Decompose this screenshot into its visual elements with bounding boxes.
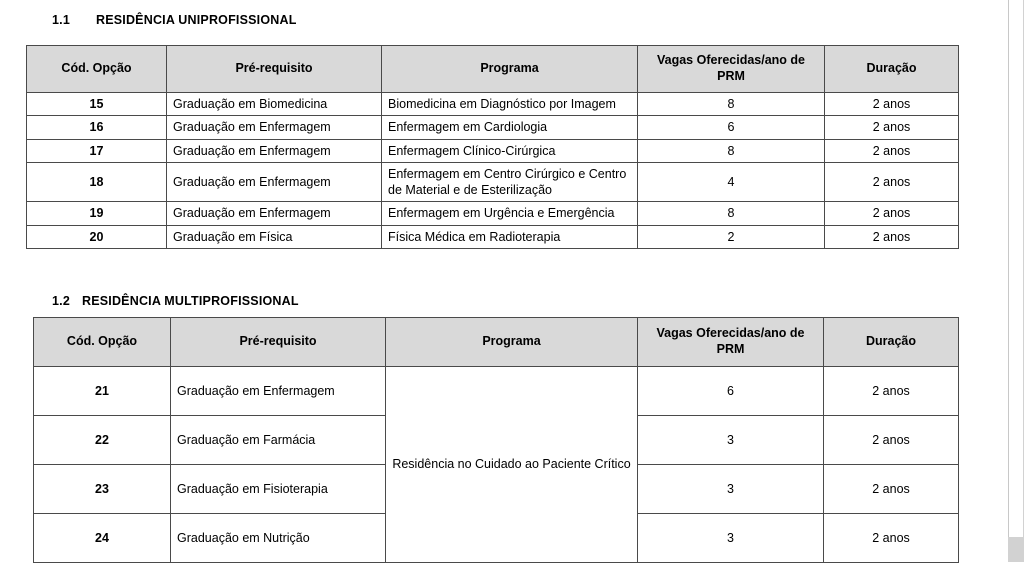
cell-duracao: 2 anos xyxy=(825,116,959,139)
cell-programa-merged: Residência no Cuidado ao Paciente Crítico xyxy=(386,367,638,563)
cell-codigo: 23 xyxy=(34,465,171,514)
cell-codigo: 21 xyxy=(34,367,171,416)
column-header-codigo: Cód. Opção xyxy=(27,46,167,93)
section-title: RESIDÊNCIA UNIPROFISSIONAL xyxy=(95,13,297,27)
section-number: 1.1 xyxy=(52,13,70,27)
cell-vagas: 6 xyxy=(638,116,825,139)
column-header-duracao: Duração xyxy=(825,46,959,93)
cell-prerequisito: Graduação em Enfermagem xyxy=(167,162,382,202)
table-row xyxy=(27,139,959,162)
cell-prerequisito: Graduação em Enfermagem xyxy=(167,202,382,225)
cell-codigo: 16 xyxy=(27,116,167,139)
column-header-duracao: Duração xyxy=(824,318,959,367)
table-residencia-multiprofissional xyxy=(33,317,959,563)
column-header-programa: Programa xyxy=(386,318,638,367)
cell-codigo: 18 xyxy=(27,162,167,202)
cell-duracao: 2 anos xyxy=(824,367,959,416)
cell-codigo: 15 xyxy=(27,93,167,116)
cell-prerequisito: Graduação em Biomedicina xyxy=(167,93,382,116)
cell-codigo: 19 xyxy=(27,202,167,225)
column-header-prerequisito: Pré-requisito xyxy=(171,318,386,367)
table-row xyxy=(27,116,959,139)
cell-prerequisito: Graduação em Fisioterapia xyxy=(171,465,386,514)
table-header-row xyxy=(27,46,959,93)
cell-codigo: 24 xyxy=(34,514,171,563)
column-header-codigo: Cód. Opção xyxy=(34,318,171,367)
cell-codigo: 20 xyxy=(27,225,167,248)
cell-vagas: 3 xyxy=(638,465,824,514)
cell-duracao: 2 anos xyxy=(825,225,959,248)
cell-vagas: 6 xyxy=(638,367,824,416)
cell-programa: Enfermagem em Cardiologia xyxy=(382,116,638,139)
cell-prerequisito: Graduação em Farmácia xyxy=(171,416,386,465)
cell-prerequisito: Graduação em Física xyxy=(167,225,382,248)
cell-programa: Biomedicina em Diagnóstico por Imagem xyxy=(382,93,638,116)
column-header-vagas: Vagas Oferecidas/ano de PRM xyxy=(638,46,825,93)
cell-vagas: 8 xyxy=(638,139,825,162)
section-heading-multiprofissional xyxy=(52,294,299,308)
cell-prerequisito: Graduação em Enfermagem xyxy=(167,139,382,162)
table-row xyxy=(27,162,959,202)
cell-vagas: 2 xyxy=(638,225,825,248)
column-header-prerequisito: Pré-requisito xyxy=(167,46,382,93)
cell-vagas: 8 xyxy=(638,93,825,116)
cell-codigo: 22 xyxy=(34,416,171,465)
cell-programa: Física Médica em Radioterapia xyxy=(382,225,638,248)
cell-duracao: 2 anos xyxy=(825,93,959,116)
cell-duracao: 2 anos xyxy=(825,202,959,225)
section-number: 1.2 xyxy=(52,294,70,308)
cell-prerequisito: Graduação em Enfermagem xyxy=(171,367,386,416)
cell-duracao: 2 anos xyxy=(825,139,959,162)
table-row xyxy=(27,93,959,116)
page-edge-inner xyxy=(1008,0,1023,537)
cell-vagas: 8 xyxy=(638,202,825,225)
cell-duracao: 2 anos xyxy=(824,465,959,514)
column-header-vagas: Vagas Oferecidas/ano de PRM xyxy=(638,318,824,367)
cell-prerequisito: Graduação em Enfermagem xyxy=(167,116,382,139)
cell-duracao: 2 anos xyxy=(824,514,959,563)
cell-programa: Enfermagem em Centro Cirúrgico e Centro de Material e de Esterilização xyxy=(382,162,638,202)
cell-vagas: 3 xyxy=(638,416,824,465)
table-row xyxy=(34,367,959,416)
cell-vagas: 3 xyxy=(638,514,824,563)
cell-codigo: 17 xyxy=(27,139,167,162)
table-row xyxy=(27,225,959,248)
table-residencia-uniprofissional xyxy=(26,45,959,249)
table-header-row xyxy=(34,318,959,367)
section-heading-uniprofissional xyxy=(52,13,297,27)
cell-programa: Enfermagem Clínico-Cirúrgica xyxy=(382,139,638,162)
column-header-programa: Programa xyxy=(382,46,638,93)
page-edge-strip xyxy=(1008,0,1024,562)
cell-vagas: 4 xyxy=(638,162,825,202)
table-row xyxy=(27,202,959,225)
cell-duracao: 2 anos xyxy=(824,416,959,465)
cell-prerequisito: Graduação em Nutrição xyxy=(171,514,386,563)
cell-duracao: 2 anos xyxy=(825,162,959,202)
section-title: RESIDÊNCIA MULTIPROFISSIONAL xyxy=(81,294,299,308)
cell-programa: Enfermagem em Urgência e Emergência xyxy=(382,202,638,225)
